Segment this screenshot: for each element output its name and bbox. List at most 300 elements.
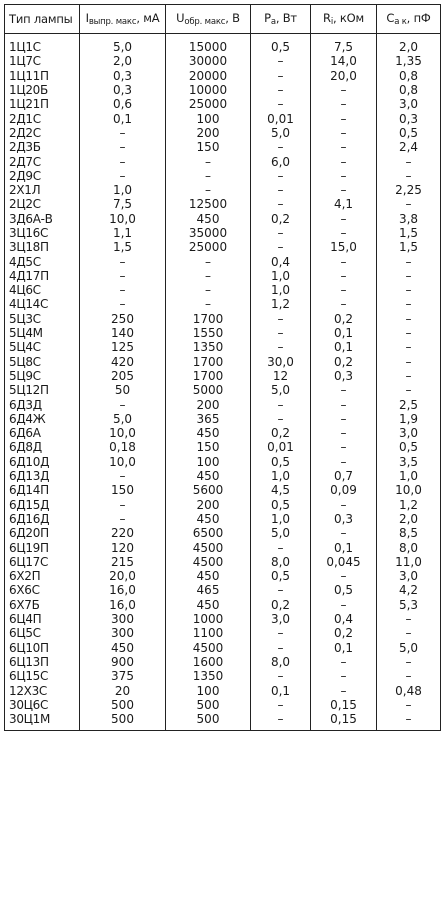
capacitance-cell: 1,35 bbox=[377, 54, 441, 68]
rectified-current-cell: 20 bbox=[80, 683, 166, 697]
table-row bbox=[5, 54, 441, 68]
capacitance-cell: 10,0 bbox=[377, 483, 441, 497]
capacitance-cell: 1,0 bbox=[377, 469, 441, 483]
rectified-current-cell: – bbox=[80, 297, 166, 311]
internal-resistance-cell: – bbox=[311, 569, 377, 583]
internal-resistance-cell: – bbox=[311, 683, 377, 697]
table-row bbox=[5, 455, 441, 469]
reverse-voltage-cell: 5000 bbox=[166, 383, 251, 397]
internal-resistance-cell: 0,15 bbox=[311, 712, 377, 731]
capacitance-cell: – bbox=[377, 355, 441, 369]
anode-power-cell: 0,01 bbox=[251, 440, 311, 454]
lamp-type-cell: 1Ц21П bbox=[5, 97, 80, 111]
capacitance-cell: – bbox=[377, 383, 441, 397]
table-row bbox=[5, 97, 441, 111]
header-anode-power: $P_a$, Вт bbox=[251, 5, 311, 34]
header-rectified-current: $I_{выпр. макс}$, мА bbox=[80, 5, 166, 34]
rectified-current-cell: 1,0 bbox=[80, 183, 166, 197]
reverse-voltage-cell: – bbox=[166, 183, 251, 197]
reverse-voltage-cell: 450 bbox=[166, 212, 251, 226]
capacitance-cell: 1,2 bbox=[377, 498, 441, 512]
reverse-voltage-cell: 25000 bbox=[166, 97, 251, 111]
rectified-current-cell: – bbox=[80, 140, 166, 154]
rectified-current-cell: 0,3 bbox=[80, 83, 166, 97]
reverse-voltage-cell: 1600 bbox=[166, 655, 251, 669]
table-row bbox=[5, 583, 441, 597]
lamp-type-cell: 6Ц5С bbox=[5, 626, 80, 640]
anode-power-cell: 1,0 bbox=[251, 512, 311, 526]
internal-resistance-cell: – bbox=[311, 212, 377, 226]
reverse-voltage-cell: 150 bbox=[166, 440, 251, 454]
internal-resistance-cell: 0,1 bbox=[311, 326, 377, 340]
anode-power-cell: 8,0 bbox=[251, 555, 311, 569]
lamp-type-cell: 6Ц19П bbox=[5, 540, 80, 554]
reverse-voltage-cell: 450 bbox=[166, 598, 251, 612]
lamp-type-cell: 6Ц10П bbox=[5, 640, 80, 654]
internal-resistance-cell: – bbox=[311, 297, 377, 311]
capacitance-cell: 1,9 bbox=[377, 412, 441, 426]
internal-resistance-cell: – bbox=[311, 154, 377, 168]
reverse-voltage-cell: 500 bbox=[166, 698, 251, 712]
anode-power-cell: 6,0 bbox=[251, 154, 311, 168]
lamp-type-cell: 6Д10Д bbox=[5, 455, 80, 469]
rectified-current-cell: 450 bbox=[80, 640, 166, 654]
internal-resistance-cell: 4,1 bbox=[311, 197, 377, 211]
reverse-voltage-cell: 100 bbox=[166, 111, 251, 125]
table-row bbox=[5, 383, 441, 397]
lamp-type-cell: 3Ц18П bbox=[5, 240, 80, 254]
internal-resistance-cell: 0,1 bbox=[311, 340, 377, 354]
rectified-current-cell: 16,0 bbox=[80, 583, 166, 597]
table-row bbox=[5, 626, 441, 640]
anode-power-cell: – bbox=[251, 626, 311, 640]
lamp-type-cell: 6Д8Д bbox=[5, 440, 80, 454]
capacitance-cell: 0,3 bbox=[377, 111, 441, 125]
capacitance-cell: – bbox=[377, 326, 441, 340]
lamp-type-cell: 5Ц12П bbox=[5, 383, 80, 397]
reverse-voltage-cell: 5600 bbox=[166, 483, 251, 497]
internal-resistance-cell: 0,3 bbox=[311, 512, 377, 526]
capacitance-cell: – bbox=[377, 297, 441, 311]
anode-power-cell: – bbox=[251, 340, 311, 354]
header-capacitance: $C_{a к}$, пФ bbox=[377, 5, 441, 34]
reverse-voltage-cell: 450 bbox=[166, 512, 251, 526]
rectified-current-cell: 250 bbox=[80, 312, 166, 326]
table-row bbox=[5, 111, 441, 125]
lamp-type-cell: 30Ц6С bbox=[5, 698, 80, 712]
table-row bbox=[5, 555, 441, 569]
table-row bbox=[5, 226, 441, 240]
lamp-type-cell: 5Ц3С bbox=[5, 312, 80, 326]
rectified-current-cell: – bbox=[80, 269, 166, 283]
anode-power-cell: 0,1 bbox=[251, 683, 311, 697]
internal-resistance-cell: – bbox=[311, 283, 377, 297]
reverse-voltage-cell: 6500 bbox=[166, 526, 251, 540]
table-row bbox=[5, 297, 441, 311]
internal-resistance-cell: – bbox=[311, 226, 377, 240]
internal-resistance-cell: 0,2 bbox=[311, 355, 377, 369]
capacitance-cell: 1,5 bbox=[377, 240, 441, 254]
table-row bbox=[5, 355, 441, 369]
lamp-type-cell: 1Ц1С bbox=[5, 34, 80, 55]
rectified-current-cell: – bbox=[80, 254, 166, 268]
rectified-current-cell: 215 bbox=[80, 555, 166, 569]
reverse-voltage-cell: 30000 bbox=[166, 54, 251, 68]
lamp-type-cell: 1Ц7С bbox=[5, 54, 80, 68]
internal-resistance-cell: 0,09 bbox=[311, 483, 377, 497]
rectified-current-cell: 120 bbox=[80, 540, 166, 554]
internal-resistance-cell: – bbox=[311, 426, 377, 440]
reverse-voltage-cell: 1700 bbox=[166, 355, 251, 369]
capacitance-cell: 3,0 bbox=[377, 426, 441, 440]
rectified-current-cell: 10,0 bbox=[80, 426, 166, 440]
table-row bbox=[5, 612, 441, 626]
lamp-type-cell: 6Д13Д bbox=[5, 469, 80, 483]
rectified-current-cell: – bbox=[80, 283, 166, 297]
rectified-current-cell: – bbox=[80, 397, 166, 411]
anode-power-cell: 5,0 bbox=[251, 383, 311, 397]
lamp-type-cell: 6Д14П bbox=[5, 483, 80, 497]
anode-power-cell: – bbox=[251, 583, 311, 597]
lamp-type-cell: 2Д9С bbox=[5, 169, 80, 183]
lamp-type-cell: 1Ц20Б bbox=[5, 83, 80, 97]
reverse-voltage-cell: 450 bbox=[166, 426, 251, 440]
reverse-voltage-cell: – bbox=[166, 169, 251, 183]
header-internal-resistance: $R_i$, кОм bbox=[311, 5, 377, 34]
reverse-voltage-cell: 1350 bbox=[166, 669, 251, 683]
capacitance-cell: 2,5 bbox=[377, 397, 441, 411]
table-row bbox=[5, 312, 441, 326]
capacitance-cell: 4,2 bbox=[377, 583, 441, 597]
capacitance-cell: – bbox=[377, 283, 441, 297]
anode-power-cell: – bbox=[251, 640, 311, 654]
reverse-voltage-cell: 150 bbox=[166, 140, 251, 154]
lamp-type-cell: 2Д3Б bbox=[5, 140, 80, 154]
rectified-current-cell: – bbox=[80, 469, 166, 483]
reverse-voltage-cell: 100 bbox=[166, 683, 251, 697]
internal-resistance-cell: – bbox=[311, 669, 377, 683]
table-row bbox=[5, 340, 441, 354]
table-row bbox=[5, 540, 441, 554]
anode-power-cell: 1,0 bbox=[251, 469, 311, 483]
reverse-voltage-cell: 500 bbox=[166, 712, 251, 731]
rectified-current-cell: 10,0 bbox=[80, 212, 166, 226]
internal-resistance-cell: – bbox=[311, 526, 377, 540]
rectified-current-cell: 0,18 bbox=[80, 440, 166, 454]
internal-resistance-cell: – bbox=[311, 440, 377, 454]
internal-resistance-cell: – bbox=[311, 254, 377, 268]
capacitance-cell: – bbox=[377, 197, 441, 211]
lamp-type-cell: 30Ц1М bbox=[5, 712, 80, 731]
rectified-current-cell: 20,0 bbox=[80, 569, 166, 583]
table-row bbox=[5, 269, 441, 283]
internal-resistance-cell: – bbox=[311, 83, 377, 97]
lamp-type-cell: 6Ц17С bbox=[5, 555, 80, 569]
anode-power-cell: 12 bbox=[251, 369, 311, 383]
table-row bbox=[5, 397, 441, 411]
internal-resistance-cell: – bbox=[311, 397, 377, 411]
lamp-type-cell: 6Д4Ж bbox=[5, 412, 80, 426]
table-row bbox=[5, 240, 441, 254]
capacitance-cell: – bbox=[377, 169, 441, 183]
header-reverse-voltage: $U_{обр. макс}$, В bbox=[166, 5, 251, 34]
table-row bbox=[5, 598, 441, 612]
capacitance-cell: 0,8 bbox=[377, 69, 441, 83]
table-row bbox=[5, 526, 441, 540]
capacitance-cell: – bbox=[377, 612, 441, 626]
anode-power-cell: 1,0 bbox=[251, 283, 311, 297]
reverse-voltage-cell: 20000 bbox=[166, 69, 251, 83]
lamp-type-cell: 6Ц15С bbox=[5, 669, 80, 683]
lamp-type-cell: 6Х2П bbox=[5, 569, 80, 583]
reverse-voltage-cell: 4500 bbox=[166, 640, 251, 654]
rectified-current-cell: 5,0 bbox=[80, 34, 166, 55]
capacitance-cell: 3,8 bbox=[377, 212, 441, 226]
lamp-type-cell: 6Ц4П bbox=[5, 612, 80, 626]
anode-power-cell: 0,2 bbox=[251, 212, 311, 226]
lamp-type-cell: 5Ц9С bbox=[5, 369, 80, 383]
reverse-voltage-cell: 1100 bbox=[166, 626, 251, 640]
table-row bbox=[5, 569, 441, 583]
rectified-current-cell: 0,1 bbox=[80, 111, 166, 125]
lamp-type-cell: 6Д16Д bbox=[5, 512, 80, 526]
internal-resistance-cell: 20,0 bbox=[311, 69, 377, 83]
anode-power-cell: – bbox=[251, 197, 311, 211]
rectified-current-cell: 300 bbox=[80, 612, 166, 626]
reverse-voltage-cell: 12500 bbox=[166, 197, 251, 211]
capacitance-cell: – bbox=[377, 369, 441, 383]
internal-resistance-cell: 0,5 bbox=[311, 583, 377, 597]
internal-resistance-cell: 0,7 bbox=[311, 469, 377, 483]
rectified-current-cell: 50 bbox=[80, 383, 166, 397]
internal-resistance-cell: 0,2 bbox=[311, 626, 377, 640]
capacitance-cell: 8,5 bbox=[377, 526, 441, 540]
anode-power-cell: 0,4 bbox=[251, 254, 311, 268]
capacitance-cell: – bbox=[377, 669, 441, 683]
capacitance-cell: 2,0 bbox=[377, 512, 441, 526]
internal-resistance-cell: 0,045 bbox=[311, 555, 377, 569]
internal-resistance-cell: – bbox=[311, 183, 377, 197]
lamp-type-cell: 5Ц4М bbox=[5, 326, 80, 340]
lamp-type-cell: 4Д5С bbox=[5, 254, 80, 268]
rectified-current-cell: 205 bbox=[80, 369, 166, 383]
table-row bbox=[5, 512, 441, 526]
anode-power-cell: – bbox=[251, 97, 311, 111]
internal-resistance-cell: 0,4 bbox=[311, 612, 377, 626]
lamp-type-cell: 6Д3Д bbox=[5, 397, 80, 411]
reverse-voltage-cell: 450 bbox=[166, 569, 251, 583]
header-lamp-type: Тип лампы bbox=[5, 5, 80, 34]
internal-resistance-cell: 0,3 bbox=[311, 369, 377, 383]
rectified-current-cell: 500 bbox=[80, 698, 166, 712]
table-row bbox=[5, 440, 441, 454]
anode-power-cell: 5,0 bbox=[251, 126, 311, 140]
lamp-type-cell: 6Ц13П bbox=[5, 655, 80, 669]
lamp-type-cell: 2Ц2С bbox=[5, 197, 80, 211]
anode-power-cell: – bbox=[251, 226, 311, 240]
capacitance-cell: – bbox=[377, 698, 441, 712]
anode-power-cell: – bbox=[251, 69, 311, 83]
table-row bbox=[5, 126, 441, 140]
anode-power-cell: 4,5 bbox=[251, 483, 311, 497]
internal-resistance-cell: – bbox=[311, 126, 377, 140]
capacitance-cell: – bbox=[377, 712, 441, 731]
reverse-voltage-cell: 10000 bbox=[166, 83, 251, 97]
table-row bbox=[5, 169, 441, 183]
reverse-voltage-cell: 1700 bbox=[166, 312, 251, 326]
table-row bbox=[5, 183, 441, 197]
rectified-current-cell: – bbox=[80, 498, 166, 512]
anode-power-cell: 1,2 bbox=[251, 297, 311, 311]
reverse-voltage-cell: 450 bbox=[166, 469, 251, 483]
lamp-type-cell: 2Д7С bbox=[5, 154, 80, 168]
reverse-voltage-cell: 4500 bbox=[166, 555, 251, 569]
table-row bbox=[5, 669, 441, 683]
anode-power-cell: – bbox=[251, 312, 311, 326]
rectified-current-cell: 500 bbox=[80, 712, 166, 731]
lamp-type-cell: 2Д1С bbox=[5, 111, 80, 125]
rectified-current-cell: 7,5 bbox=[80, 197, 166, 211]
table-row bbox=[5, 154, 441, 168]
anode-power-cell: 5,0 bbox=[251, 526, 311, 540]
table-row bbox=[5, 69, 441, 83]
rectified-current-cell: 2,0 bbox=[80, 54, 166, 68]
lamp-type-cell: 5Ц8С bbox=[5, 355, 80, 369]
internal-resistance-cell: – bbox=[311, 455, 377, 469]
capacitance-cell: 3,0 bbox=[377, 97, 441, 111]
anode-power-cell: – bbox=[251, 412, 311, 426]
internal-resistance-cell: – bbox=[311, 412, 377, 426]
anode-power-cell: – bbox=[251, 669, 311, 683]
capacitance-cell: 5,3 bbox=[377, 598, 441, 612]
table-row bbox=[5, 483, 441, 497]
anode-power-cell: 0,01 bbox=[251, 111, 311, 125]
table-row bbox=[5, 34, 441, 55]
lamp-type-cell: 3Д6А-В bbox=[5, 212, 80, 226]
lamp-type-cell: 2Х1Л bbox=[5, 183, 80, 197]
anode-power-cell: – bbox=[251, 698, 311, 712]
reverse-voltage-cell: 15000 bbox=[166, 34, 251, 55]
lamp-type-cell: 3Ц16С bbox=[5, 226, 80, 240]
rectified-current-cell: 10,0 bbox=[80, 455, 166, 469]
anode-power-cell: 1,0 bbox=[251, 269, 311, 283]
anode-power-cell: 30,0 bbox=[251, 355, 311, 369]
table-row bbox=[5, 412, 441, 426]
header-row bbox=[5, 5, 441, 34]
internal-resistance-cell: 15,0 bbox=[311, 240, 377, 254]
rectified-current-cell: – bbox=[80, 126, 166, 140]
rectified-current-cell: 150 bbox=[80, 483, 166, 497]
reverse-voltage-cell: – bbox=[166, 297, 251, 311]
lamp-type-cell: 6Х7Б bbox=[5, 598, 80, 612]
rectified-current-cell: 0,6 bbox=[80, 97, 166, 111]
capacitance-cell: 2,0 bbox=[377, 34, 441, 55]
capacitance-cell: 3,0 bbox=[377, 569, 441, 583]
table-row bbox=[5, 640, 441, 654]
capacitance-cell: – bbox=[377, 626, 441, 640]
reverse-voltage-cell: 200 bbox=[166, 498, 251, 512]
rectified-current-cell: – bbox=[80, 512, 166, 526]
capacitance-cell: 5,0 bbox=[377, 640, 441, 654]
lamp-type-cell: 2Д2С bbox=[5, 126, 80, 140]
table-row bbox=[5, 469, 441, 483]
internal-resistance-cell: – bbox=[311, 169, 377, 183]
lamp-type-cell: 6Д15Д bbox=[5, 498, 80, 512]
table-row bbox=[5, 254, 441, 268]
lamp-parameters-sheet bbox=[4, 4, 440, 892]
anode-power-cell: – bbox=[251, 183, 311, 197]
capacitance-cell: 0,5 bbox=[377, 440, 441, 454]
anode-power-cell: – bbox=[251, 326, 311, 340]
internal-resistance-cell: – bbox=[311, 97, 377, 111]
table-row bbox=[5, 683, 441, 697]
rectified-current-cell: 1,1 bbox=[80, 226, 166, 240]
anode-power-cell: 0,5 bbox=[251, 569, 311, 583]
rectified-current-cell: 16,0 bbox=[80, 598, 166, 612]
anode-power-cell: 0,2 bbox=[251, 598, 311, 612]
table-row bbox=[5, 83, 441, 97]
reverse-voltage-cell: 35000 bbox=[166, 226, 251, 240]
reverse-voltage-cell: 4500 bbox=[166, 540, 251, 554]
lamp-type-cell: 6Д20П bbox=[5, 526, 80, 540]
table-row bbox=[5, 655, 441, 669]
rectified-current-cell: 900 bbox=[80, 655, 166, 669]
anode-power-cell: – bbox=[251, 540, 311, 554]
internal-resistance-cell: 0,1 bbox=[311, 540, 377, 554]
reverse-voltage-cell: 100 bbox=[166, 455, 251, 469]
lamp-type-cell: 6Х6С bbox=[5, 583, 80, 597]
capacitance-cell: 0,48 bbox=[377, 683, 441, 697]
internal-resistance-cell: 0,1 bbox=[311, 640, 377, 654]
reverse-voltage-cell: 1350 bbox=[166, 340, 251, 354]
anode-power-cell: – bbox=[251, 83, 311, 97]
internal-resistance-cell: – bbox=[311, 269, 377, 283]
lamp-type-cell: 5Ц4С bbox=[5, 340, 80, 354]
reverse-voltage-cell: 1000 bbox=[166, 612, 251, 626]
capacitance-cell: 3,5 bbox=[377, 455, 441, 469]
anode-power-cell: 8,0 bbox=[251, 655, 311, 669]
table-row bbox=[5, 283, 441, 297]
rectified-current-cell: – bbox=[80, 169, 166, 183]
rectified-current-cell: – bbox=[80, 154, 166, 168]
reverse-voltage-cell: 25000 bbox=[166, 240, 251, 254]
table-row bbox=[5, 197, 441, 211]
rectified-current-cell: 140 bbox=[80, 326, 166, 340]
internal-resistance-cell: – bbox=[311, 598, 377, 612]
internal-resistance-cell: 0,2 bbox=[311, 312, 377, 326]
rectified-current-cell: 300 bbox=[80, 626, 166, 640]
lamp-type-cell: 4Д17П bbox=[5, 269, 80, 283]
capacitance-cell: 0,8 bbox=[377, 83, 441, 97]
lamp-type-cell: 4Ц14С bbox=[5, 297, 80, 311]
anode-power-cell: – bbox=[251, 140, 311, 154]
anode-power-cell: 0,2 bbox=[251, 426, 311, 440]
internal-resistance-cell: – bbox=[311, 140, 377, 154]
internal-resistance-cell: – bbox=[311, 498, 377, 512]
capacitance-cell: – bbox=[377, 340, 441, 354]
lamp-parameters-table bbox=[4, 4, 441, 731]
reverse-voltage-cell: 365 bbox=[166, 412, 251, 426]
internal-resistance-cell: 7,5 bbox=[311, 34, 377, 55]
table-row bbox=[5, 212, 441, 226]
reverse-voltage-cell: 200 bbox=[166, 126, 251, 140]
table-row bbox=[5, 140, 441, 154]
rectified-current-cell: 1,5 bbox=[80, 240, 166, 254]
capacitance-cell: – bbox=[377, 269, 441, 283]
anode-power-cell: 0,5 bbox=[251, 34, 311, 55]
anode-power-cell: – bbox=[251, 54, 311, 68]
internal-resistance-cell: – bbox=[311, 655, 377, 669]
